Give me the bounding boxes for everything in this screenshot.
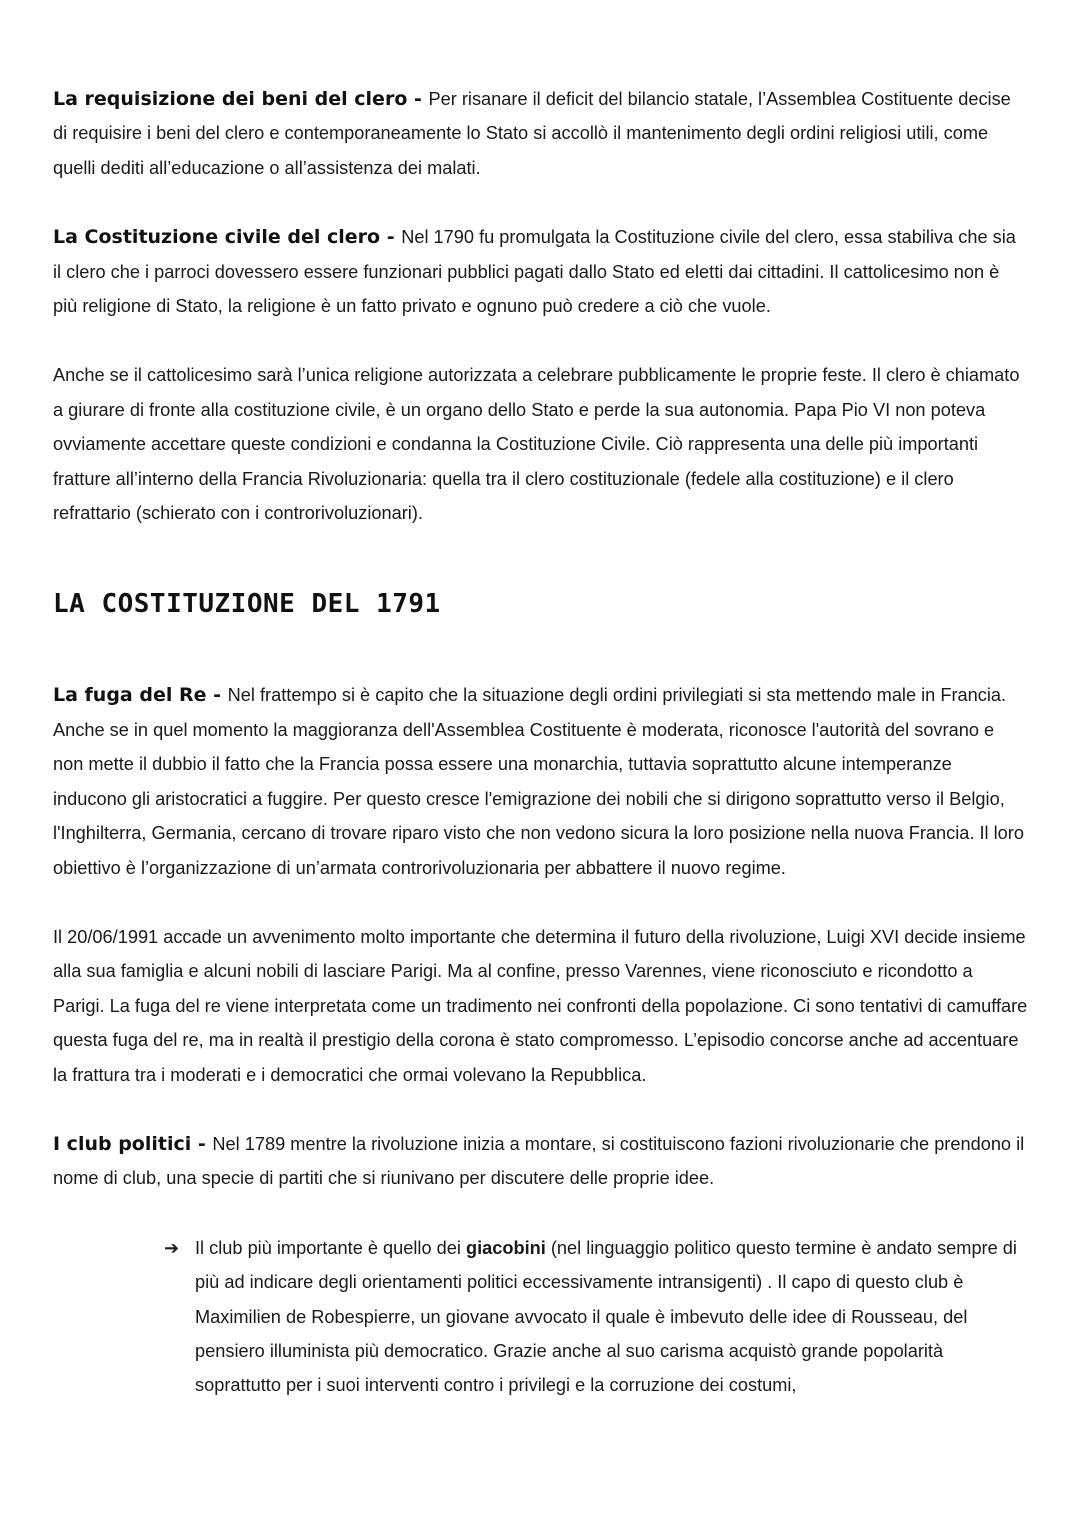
club-text: Nel 1789 mentre la rivoluzione inizia a montare, si costituiscono fazioni rivoluzionarie che prendono il nome di club, una specie di partiti che si riunivano per discutere delle proprie idee. [53,1133,1025,1189]
list-item [53,1231,1028,1403]
spacer [53,885,1028,920]
spacer [53,323,1028,358]
paragraph-requisizione [53,82,1028,185]
fuga-text: Nel frattempo si è capito che la situazione degli ordini privilegiati si sta mettendo male in Francia. Anche se in quel momento la maggioranza dell'Assemblea Costituente è moderata, riconosce l'autorità del sovrano e non mette il dubbio il fatto che la Francia possa essere una monarchia, tuttavia soprattutto alcune intemperanze inducono gli aristocratici a fuggire. Per questo cresce l'emigrazione dei nobili che si dirigono soprattutto verso il Belgio, l'Inghilterra, Germania, cercano di trovare riparo visto che non vedono sicura la loro posizione nella nuova Francia. Il loro obiettivo è l’organizzazione di un’armata controrivoluzionaria per abbattere il nuovo regime. [53,685,1024,878]
fuga-separator: - [206,684,228,707]
paragraph-varennes: Il 20/06/1991 accade un avvenimento molto importante che determina il futuro della rivoluzione, Luigi XVI decide insieme alla sua famiglia e alcuni nobili di lasciare Parigi. Ma al confine, presso Varennes, viene riconosciuto e ricondotto a Parigi. La fuga del re viene interpretata come un tradimento nei confronti della popolazione. Ci sono tentativi di camuffare questa fuga del re, ma in realtà il prestigio della corona è stato compromesso. L’episodio concorse anche ad accentuare la frattura tra i moderati e i democratici che ormai volevano la Repubblica. [53,926,1028,1085]
spacer [53,530,1028,582]
requisizione-text: Per risanare il deficit del bilancio statale, l’Assemblea Costituente decise di requisire i beni del clero e contemporaneamente lo Stato si accollò il mantenimento degli ordini religiosi utili, come quelli dediti all’educazione o all’assistenza dei malati. [53,89,1011,178]
club-separator: - [191,1132,213,1155]
spacer [53,1196,1028,1231]
section-heading-1791: LA COSTITUZIONE DEL 1791 [53,589,441,620]
paragraph-costituzione-civile [53,220,1028,323]
spacer [53,1092,1028,1127]
paragraph-fuga-del-re [53,678,1028,884]
requisizione-title: La requisizione dei beni del clero [53,88,408,110]
costituzione-civile-separator: - [380,226,402,249]
club-title: I club politici [53,1132,192,1155]
spacer [53,185,1028,220]
costituzione-civile-text: Nel 1790 fu promulgata la Costituzione civile del clero, essa stabiliva che sia il clero che i parroci dovessero essere funzionari pubblici pagati dallo Stato ed eletti dai cittadini. Il cattolicesimo non è più religione di Stato, la religione è un fatto privato e ognuno può credere a ciò che vuole. [53,227,1016,317]
spacer [53,626,1028,678]
arrow-right-icon: ➔ [164,1237,180,1258]
bullet-bold-term: giacobini [465,1237,546,1258]
bullet-list [53,1231,1028,1403]
requisizione-separator: - [407,88,429,110]
bullet-text-after: (nel linguaggio politico questo termine è andato sempre di più ad indicare degli orientamenti politici eccessivamente intransigenti) . Il capo di questo club è Maximilien de Robespierre, un giovane avvocato il quale è imbevuto delle idee di Rousseau, del pensiero illuminista più democratico. Grazie anche al suo carisma acquistò grande popolarità soprattutto per i suoi interventi contro i privilegi e la corruzione dei costumi, [195,1237,1017,1396]
bullet-text [195,1231,1028,1403]
paragraph-cattolicesimo: Anche se il cattolicesimo sarà l’unica religione autorizzata a celebrare pubblicamente le proprie feste. Il clero è chiamato a giurare di fronte alla costituzione civile, è un organo dello Stato e perde la sua autonomia. Papa Pio VI non poteva ovviamente accettare queste condizioni e condanna la Costituzione Civile. Ciò rappresenta una delle più importanti fratture all’interno della Francia Rivoluzionaria: quella tra il clero costituzionale (fedele alla costituzione) e il clero refrattario (schierato con i controrivoluzionari). [53,365,1020,524]
bullet-text-before: Il club più importante è quello dei [195,1237,466,1258]
document-page [53,82,1028,1403]
fuga-title: La fuga del Re [53,684,207,707]
costituzione-civile-title: La Costituzione civile del clero [53,226,381,249]
paragraph-club-politici [53,1127,1028,1196]
